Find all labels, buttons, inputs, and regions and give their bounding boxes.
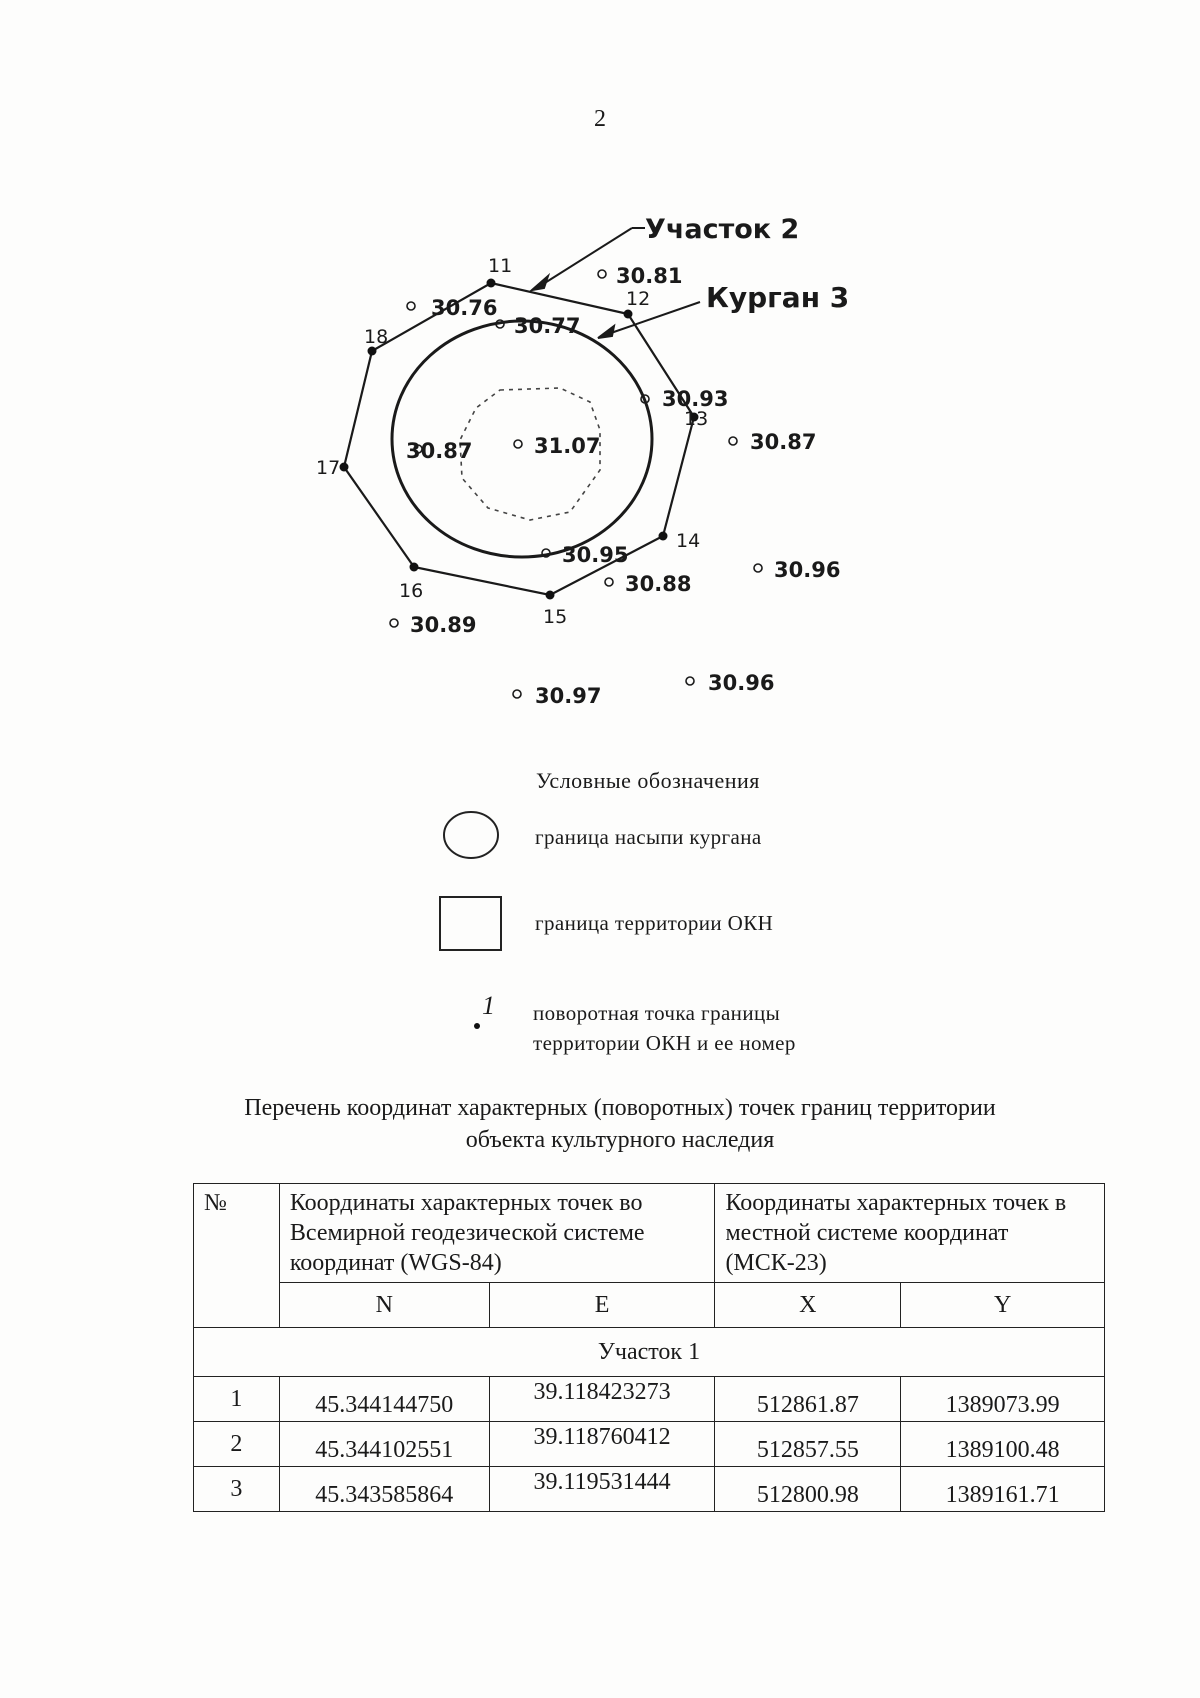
- header-x: X: [715, 1283, 901, 1328]
- cell-y: 1389100.48: [901, 1422, 1105, 1467]
- plot-leader-arrow: [532, 276, 548, 290]
- cell-e: 39.118423273: [489, 1377, 715, 1422]
- header-y: Y: [901, 1283, 1105, 1328]
- cell-x: 512800.98: [715, 1467, 901, 1512]
- table-row: [194, 1377, 1105, 1422]
- cell-no: 3: [194, 1467, 280, 1512]
- cell-e: 39.118760412: [489, 1422, 715, 1467]
- elevation-label: 30.77: [514, 314, 581, 338]
- legend-point-line2: территории ОКН и ее номер: [533, 1031, 796, 1055]
- section-row: Участок 1: [194, 1328, 1105, 1377]
- cell-n: 45.343585864: [279, 1467, 489, 1512]
- mound-label: Курган 3: [706, 281, 850, 314]
- vertex-dot-14: [659, 532, 668, 541]
- vertex-label-16: 16: [399, 580, 424, 602]
- elevation-label: 30.88: [625, 572, 692, 596]
- vertex-label-11: 11: [488, 255, 513, 277]
- turning-point-number: 1: [482, 991, 495, 1020]
- vertex-label-18: 18: [364, 326, 389, 348]
- legend-point-text: [533, 998, 796, 1058]
- turning-point-icon: [470, 991, 500, 1035]
- elevation-label: 31.07: [534, 434, 601, 458]
- header-e: E: [489, 1283, 715, 1328]
- header-wgs: Координаты характерных точек во Всемирной геодезической системе координат (WGS-84): [279, 1184, 715, 1283]
- elevation-label: 30.96: [708, 671, 775, 695]
- table-caption: [150, 1092, 1090, 1156]
- cell-x: 512861.87: [715, 1377, 901, 1422]
- legend-mound-text: граница насыпи кургана: [535, 825, 762, 849]
- vertex-dot-17: [340, 463, 349, 472]
- mound-leader-arrow: [598, 326, 614, 338]
- circle-icon: [440, 808, 502, 862]
- header-n: N: [279, 1283, 489, 1328]
- caption-line1: Перечень координат характерных (поворотных) точек границ территории: [244, 1095, 996, 1121]
- cell-e: 39.119531444: [489, 1467, 715, 1512]
- elevation-label: 30.93: [662, 387, 729, 411]
- vertex-dot-11: [487, 279, 496, 288]
- page-number: 2: [594, 106, 606, 132]
- cell-n: 45.344102551: [279, 1422, 489, 1467]
- caption-line2: объекта культурного наследия: [465, 1127, 775, 1153]
- coordinates-table: [193, 1183, 1105, 1512]
- legend-territory-text: граница территории ОКН: [535, 911, 774, 935]
- turning-point-dot: [474, 1023, 480, 1029]
- header-msk: Координаты характерных точек в местной системе координат (МСК-23): [715, 1184, 1105, 1283]
- legend-title: Условные обозначения: [536, 768, 760, 793]
- elevation-label: 30.95: [562, 543, 629, 567]
- vertex-label-13: 13: [684, 408, 709, 430]
- elevation-label: 30.96: [774, 558, 841, 582]
- plot-label: Участок 2: [645, 214, 800, 245]
- cell-y: 1389161.71: [901, 1467, 1105, 1512]
- cell-no: 1: [194, 1377, 280, 1422]
- header-no: №: [194, 1184, 280, 1328]
- site-plan: [0, 0, 1200, 740]
- cell-x: 512857.55: [715, 1422, 901, 1467]
- vertex-dot-15: [546, 591, 555, 600]
- vertex-dot-12: [624, 310, 633, 319]
- vertex-dot-16: [410, 563, 419, 572]
- cell-y: 1389073.99: [901, 1377, 1105, 1422]
- elevation-label: 30.76: [431, 296, 498, 320]
- elevation-label: 30.81: [616, 264, 683, 288]
- vertex-label-12: 12: [626, 288, 651, 310]
- elevation-label: 30.89: [410, 613, 477, 637]
- vertex-label-15: 15: [543, 606, 568, 628]
- legend-point-line1: поворотная точка границы: [533, 1001, 781, 1025]
- cell-n: 45.344144750: [279, 1377, 489, 1422]
- elevation-label: 30.87: [406, 439, 473, 463]
- vertex-label-14: 14: [676, 530, 701, 552]
- table-row: [194, 1467, 1105, 1512]
- mound-leader: [608, 302, 700, 334]
- table-row: [194, 1422, 1105, 1467]
- elevation-label: 30.87: [750, 430, 817, 454]
- square-icon: [438, 895, 504, 953]
- cell-no: 2: [194, 1422, 280, 1467]
- vertex-label-17: 17: [316, 457, 341, 479]
- elevation-label: 30.97: [535, 684, 602, 708]
